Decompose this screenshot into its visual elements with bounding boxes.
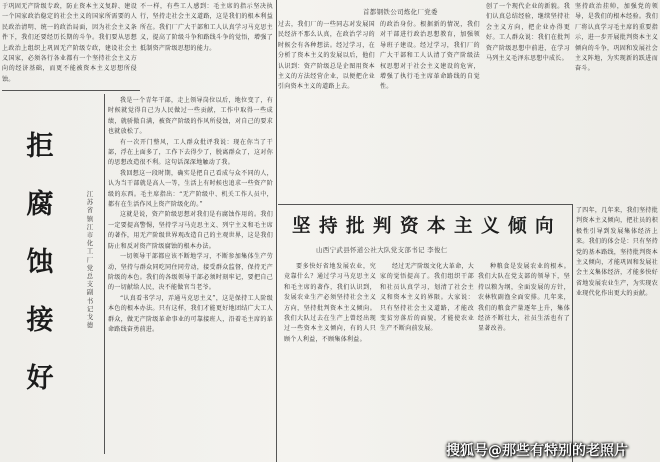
article-top-col-e: 坚持政治挂帅，加强党的领导，是我们的根本经验。我们厂将认真学习毛主席的重要指示，进一步开展批判资本主义倾向的斗争，巩固和发展社会主义阵地，为实现新的跃进而奋斗。	[575, 3, 658, 73]
main-article-col-3: 种粮食是发展农业的根本。我们大队在党支部的领导下，坚持以粮为纲，全面发展的方针，农林牧副渔全面安排。几年来，我们的粮食产量逐年上升，集体经济不断壮大，社员生活也有了显著改善。	[478, 263, 570, 333]
left-top-rule	[2, 90, 140, 91]
headline-char: 蚀	[26, 247, 54, 278]
article-top-col-d: 创了一个现代企业的新貌。我们认真总结经验，继续坚持社会主义方向，把企业办得更好。工人群众说：我们在批判资产阶级思想中前进，在学习马列主义毛泽东思想中成长。	[486, 3, 570, 63]
article-top-left-col: 不一样，有些工人感到：毛主席的指示坚决执行，坚持走社会主义道路，这是我们的根本利益所在。我们厂广大干部和工人认真学习马克思主义，提高了阶级斗争和路线斗争的觉悟，增强了抵制资产阶级思想的能力。	[140, 3, 273, 52]
vertical-byline: 江苏省镇江市化工厂党总支副书记 戈德	[86, 190, 94, 330]
main-article-col-2: 经过无产阶级文化大革命，大家的觉悟提高了。我们组织干部和社员认真学习，划清了社会主义和资本主义的界限。大家说：只有坚持社会主义道路，才能改变贫穷落后的面貌，才能使农业生产不断向前发展。	[380, 263, 474, 333]
main-byline: 山西宁武县怀道公社大队党支部书记 李俊仁	[316, 246, 448, 254]
article-top-col-c: 的政治身份。根据新的情况，我们对干部进行政治思想教育，加强领导班子建设。经过学习，我们厂的广大干部和工人认清了资产阶级法权思想对于社会主义建设的危害，增强了执行毛主席革命路线的自觉性。	[380, 21, 480, 91]
headline-top-rule	[278, 204, 572, 205]
headline-char: 接	[26, 305, 54, 336]
vertical-headline	[10, 118, 70, 408]
headline-char: 拒	[26, 131, 54, 162]
right-section-rule	[276, 0, 277, 462]
main-article-col-4: 了四年，几年来，我们坚持批判资本主义倾向，把社员的积极性引导到发展集体经济上来。我们的体会是：只有坚持党的基本路线，坚持批判资本主义倾向，才能巩固和发展社会主义集体经济，才能多快好省地发展农业生产，为实现农业现代化作出更大的贡献。	[576, 207, 658, 298]
main-headline: 坚持批判资本主义倾向	[292, 216, 563, 237]
article-left-top-text: 于巩固无产阶级专政，防止资本主义复辟、建设一个国家政治稳定的社会主义的国家所需要的人民政治清明、统一的政治局面，因为社会主义条件下，我们还要经历长期的斗争。我们要从思想上政治上组织上巩固无产阶级专政，建设社会主义国家，必须各行各业都有一个坚持社会主义方向的经济基础，而更不能被资本主义思想所侵蚀。	[2, 3, 137, 83]
headline-char: 腐	[26, 189, 54, 220]
source-watermark: 搜狐号@那些有特别的老照片	[446, 443, 628, 459]
main-article-col-1: 要多快好省地发展农业，究竟靠什么？通过学习马克思主义和毛主席的著作，我们认识到，发展农业生产必须坚持社会主义方向，坚持批判资本主义倾向。我们大队过去在生产上曾经出现过一些资本主义倾向，有的人只顾个人利益，不顾集体利益。	[284, 263, 376, 343]
top-article-byline: 首都钢铁公司炼化厂党委	[363, 8, 438, 16]
headline-char: 好	[26, 363, 54, 394]
article-left-body: 我是一个青年干部，走上领导岗位以后，地位变了，有时候就觉得自己为人民做过一些贡献，工作中取得一些成绩，就骄傲自满，被资产阶级的作风所侵蚀，对自己的要求也就放松了。 有一次开门整风，工人群众批评我说：现在你当了干部，浮在上面多了，工作下去得少了，脱离群众了，这对你的思想改造很不利。这句话深深地触动了我。 我回想这一段时期，确实是把自己看成与众不同的人，认为当干部就是高人一等，生活上有时候也追求一些资产阶级的东西。毛主席指出：“无产阶级中、机关工作人员中，都有在生活作风上资产阶级化的。” 这就是说，资产阶级思想对我们是有腐蚀作用的。我们一定要提高警惕，坚持学习马克思主义、列宁主义和毛主席的著作，用无产阶级世界观改造自己的主观世界，这是我们防止和反对资产阶级腐蚀的根本办法。 一切领导干部都应该不断地学习，不断参加集体生产劳动，坚持与群众同吃同住同劳动，接受群众监督，保持无产阶级的本色。我们的各级领导干部必须时刻牢记，要把自己的一切献给人民，决不能做官当老爷。 “认真看书学习，弄通马克思主义”，这是保持工人阶级本色的根本办法。只有这样，我们才能更好地团结广大工人群众，做无产阶级革命事业的可靠接班人，沿着毛主席的革命路线奋勇前进。	[108, 97, 273, 333]
left-vertical-rule	[104, 94, 105, 454]
article-top-col-b: 过去，我们厂的一些同志对发展国民经济不那么认真，在政治学习的时候会有各种想法。经过学习，在分析了资本主义的发展以后，他们认识到：资产阶级总是企图用资本主义的方法经营企业，以便把企业引向资本主义的道路上去。	[278, 21, 375, 91]
right-column-rule	[572, 204, 573, 462]
